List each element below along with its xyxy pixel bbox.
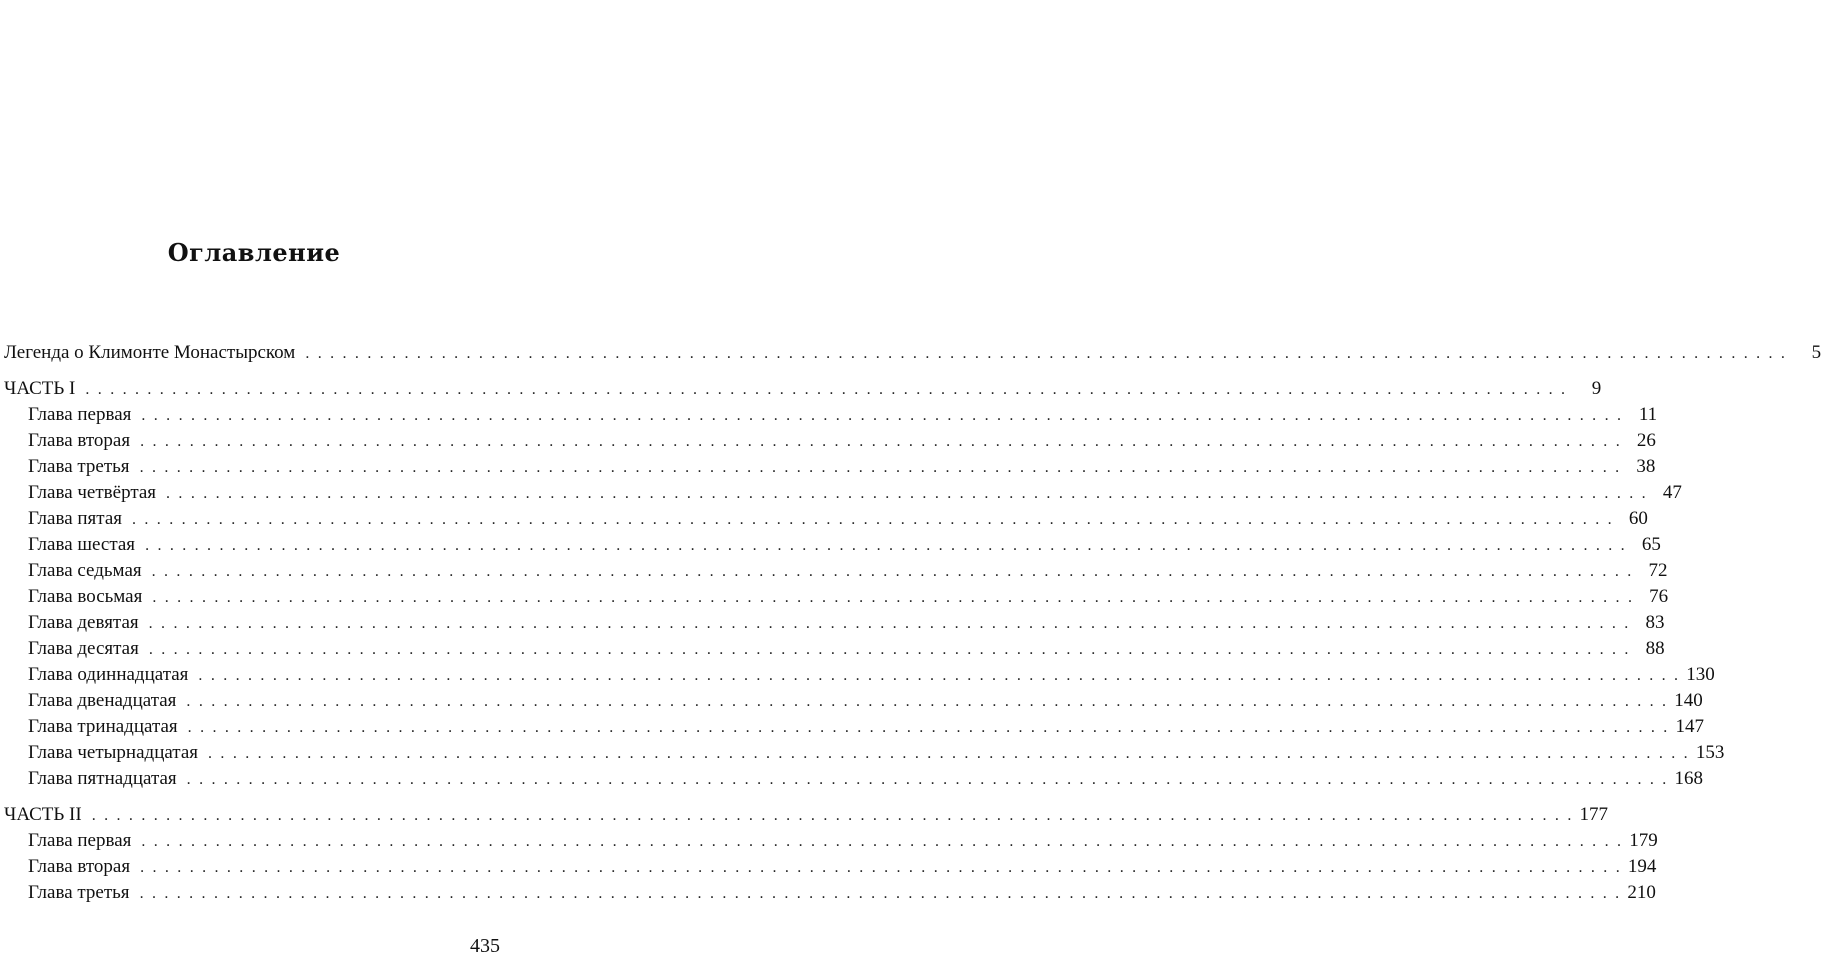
dot-leader: . . . . . . . . . . . . . . . . . . . . . . . . . . . . . . . . . . . . . . . . . . . . . . . . . . . . . . . . . . . . . . . . . . . . . . . . . . . . . . . . . . . . . . . . . . . . . . . . . . . . . . . . . . . . . . . . . . . . . . . . bbox=[208, 745, 1690, 762]
page-title: Оглавление bbox=[167, 238, 341, 267]
toc-chapter-row[interactable] bbox=[28, 402, 1658, 428]
dot-leader: . . . . . . . . . . . . . . . . . . . . . . . . . . . . . . . . . . . . . . . . . . . . . . . . . . . . . . . . . . . . . . . . . . . . . . . . . . . . . . . . . . . . . . . . . . . . . . . . . . . . . . . . . . . . . . . . . . . . . . . . bbox=[186, 771, 1669, 788]
toc-chapter-row[interactable] bbox=[28, 454, 1656, 480]
toc-entry-page: 130 bbox=[1686, 664, 1715, 685]
dot-leader: . . . . . . . . . . . . . . . . . . . . . . . . . . . . . . . . . . . . . . . . . . . . . . . . . . . . . . . . . . . . . . . . . . . . . . . . . . . . . . . . . . . . . . . . . . . . . . . . . . . . . . . . . . . . . . . . . . . . . . . . bbox=[139, 459, 1622, 476]
dot-leader: . . . . . . . . . . . . . . . . . . . . . . . . . . . . . . . . . . . . . . . . . . . . . . . . . . . . . . . . . . . . . . . . . . . . . . . . . . . . . . . . . . . . . . . . . . . . . . . . . . . . . . . . . . . . . . . . . . . . . . . . bbox=[152, 589, 1635, 606]
toc-entry-label: Глава тринадцатая bbox=[28, 716, 178, 737]
toc-entry-page: 5 bbox=[1811, 342, 1821, 363]
toc-entry-page: 26 bbox=[1636, 430, 1656, 451]
toc-entry-label: Глава девятая bbox=[28, 612, 139, 633]
toc-entry-page: 83 bbox=[1645, 612, 1665, 633]
dot-leader: . . . . . . . . . . . . . . . . . . . . . . . . . . . . . . . . . . . . . . . . . . . . . . . . . . . . . . . . . . . . . . . . . . . . . . . . . . . . . . . . . . . . . . . . . . . . . . . . . . . . . . . . . . . . . . . . . . . . . . . . bbox=[186, 693, 1669, 710]
toc-section-row[interactable] bbox=[4, 340, 1821, 366]
toc-entry-label: Глава четырнадцатая bbox=[28, 742, 199, 763]
toc-entry-label: Глава третья bbox=[28, 456, 130, 477]
toc-entry-page: 47 bbox=[1662, 482, 1682, 503]
toc-entry-label: Глава десятая bbox=[28, 638, 139, 659]
dot-leader: . . . . . . . . . . . . . . . . . . . . . . . . . . . . . . . . . . . . . . . . . . . . . . . . . . . . . . . . . . . . . . . . . . . . . . . . . . . . . . . . . . . . . . . . . . . . . . . . . . . . . . . . . . . . . . . . . . . . . . . . bbox=[141, 407, 1624, 424]
dot-leader: . . . . . . . . . . . . . . . . . . . . . . . . . . . . . . . . . . . . . . . . . . . . . . . . . . . . . . . . . . . . . . . . . . . . . . . . . . . . . . . . . . . . . . . . . . . . . . . . . . . . . . . . . . . . . . . . . . . . . . . . bbox=[166, 485, 1648, 502]
toc-entry-page: 147 bbox=[1675, 716, 1704, 737]
toc-entry-label: Глава пятая bbox=[28, 508, 122, 529]
toc-entry-label: Глава вторая bbox=[28, 856, 131, 877]
toc-entry-page: 168 bbox=[1674, 768, 1703, 789]
toc-entry-label: ЧАСТЬ I bbox=[4, 378, 76, 399]
toc-chapter-row[interactable] bbox=[28, 480, 1682, 506]
toc-chapter-row[interactable] bbox=[28, 662, 1715, 688]
toc-chapter-row[interactable] bbox=[28, 428, 1656, 454]
toc-entry-label: Глава восьмая bbox=[28, 586, 143, 607]
toc-entry-page: 210 bbox=[1627, 882, 1656, 903]
toc-chapter-row[interactable] bbox=[28, 636, 1665, 662]
toc-chapter-row[interactable] bbox=[28, 828, 1658, 854]
dot-leader: . . . . . . . . . . . . . . . . . . . . . . . . . . . . . . . . . . . . . . . . . . . . . . . . . . . . . . . . . . . . . . . . . . . . . . . . . . . . . . . . . . . . . . . . . . . . . . . . . . . . . . . . . . . . . . . . . . . . . . . . bbox=[148, 615, 1631, 632]
dot-leader: . . . . . . . . . . . . . . . . . . . . . . . . . . . . . . . . . . . . . . . . . . . . . . . . . . . . . . . . . . . . . . . . . . . . . . . . . . . . . . . . . . . . . . . . . . . . . . . . . . . . . . . . . . . . . . . . . . . . . . . . bbox=[198, 667, 1681, 684]
dot-leader: . . . . . . . . . . . . . . . . . . . . . . . . . . . . . . . . . . . . . . . . . . . . . . . . . . . . . . . . . . . . . . . . . . . . . . . . . . . . . . . . . . . . . . . . . . . . . . . . . . . . . . . . . . . . . . . . . . . . . . . . bbox=[145, 537, 1627, 554]
toc-entry-label: Глава первая bbox=[28, 830, 132, 851]
toc-chapter-row[interactable] bbox=[28, 714, 1704, 740]
dot-leader: . . . . . . . . . . . . . . . . . . . . . . . . . . . . . . . . . . . . . . . . . . . . . . . . . . . . . . . . . . . . . . . . . . . . . . . . . . . . . . . . . . . . . . . . . . . . . . . . . . . . . . . . . . . . . . . . . . . . . . . . bbox=[91, 807, 1574, 824]
dot-leader: . . . . . . . . . . . . . . . . . . . . . . . . . . . . . . . . . . . . . . . . . . . . . . . . . . . . . . . . . . . . . . . . . . . . . . . . . . . . . . . . . . . . . . . . . . . . . . . . . . . . . . . . . . . . . . . . . . . . . . . . bbox=[140, 859, 1622, 876]
toc-entry-page: 72 bbox=[1648, 560, 1668, 581]
toc-chapter-row[interactable] bbox=[28, 688, 1703, 714]
toc-entry-page: 88 bbox=[1645, 638, 1665, 659]
toc-entry-label: Глава одиннадцатая bbox=[28, 664, 189, 685]
dot-leader: . . . . . . . . . . . . . . . . . . . . . . . . . . . . . . . . . . . . . . . . . . . . . . . . . . . . . . . . . . . . . . . . . . . . . . . . . . . . . . . . . . . . . . . . . . . . . . . . . . . . . . . . . . . . . . . . . . . . . . . . bbox=[151, 563, 1634, 580]
toc-entry-label: ЧАСТЬ II bbox=[4, 804, 82, 825]
toc-entry-label: Глава первая bbox=[28, 404, 132, 425]
toc-section-row[interactable] bbox=[4, 376, 1602, 402]
dot-leader: . . . . . . . . . . . . . . . . . . . . . . . . . . . . . . . . . . . . . . . . . . . . . . . . . . . . . . . . . . . . . . . . . . . . . . . . . . . . . . . . . . . . . . . . . . . . . . . . . . . . . . . . . . . . . . . . . . . . . . . . bbox=[148, 641, 1631, 658]
toc-entry-page: 194 bbox=[1627, 856, 1657, 877]
dot-leader: . . . . . . . . . . . . . . . . . . . . . . . . . . . . . . . . . . . . . . . . . . . . . . . . . . . . . . . . . . . . . . . . . . . . . . . . . . . . . . . . . . . . . . . . . . . . . . . . . . . . . . . . . . . . . . . . . . . . . . . . bbox=[140, 433, 1622, 450]
toc-entry-page: 38 bbox=[1636, 456, 1656, 477]
toc-entry-label: Глава четвёртая bbox=[28, 482, 157, 503]
toc-chapter-row[interactable] bbox=[28, 610, 1665, 636]
toc-entry-page: 60 bbox=[1628, 508, 1648, 529]
toc-chapter-row[interactable] bbox=[28, 740, 1725, 766]
toc-entry-label: Глава двенадцатая bbox=[28, 690, 177, 711]
toc-entry-page: 65 bbox=[1641, 534, 1661, 555]
toc-entry-page: 9 bbox=[1591, 378, 1602, 399]
toc-entry-page: 11 bbox=[1638, 404, 1658, 425]
toc-entry-label: Глава седьмая bbox=[28, 560, 142, 581]
page-number: 435 bbox=[470, 935, 500, 957]
toc-chapter-row[interactable] bbox=[28, 880, 1656, 906]
toc-entry-page: 177 bbox=[1579, 804, 1609, 825]
toc-entry-label: Глава шестая bbox=[28, 534, 136, 555]
toc-entry-page: 153 bbox=[1695, 742, 1725, 763]
toc-chapter-row[interactable] bbox=[28, 506, 1648, 532]
toc-entry-label: Глава вторая bbox=[28, 430, 131, 451]
toc-entry-page: 140 bbox=[1674, 690, 1703, 711]
dot-leader: . . . . . . . . . . . . . . . . . . . . . . . . . . . . . . . . . . . . . . . . . . . . . . . . . . . . . . . . . . . . . . . . . . . . . . . . . . . . . . . . . . . . . . . . . . . . . . . . . . . . . . . . . . . . . . . . . . . . . . . . bbox=[141, 833, 1624, 850]
toc-entry-label: Легенда о Климонте Монастырском bbox=[4, 342, 296, 363]
toc-chapter-row[interactable] bbox=[28, 532, 1661, 558]
toc-entry-label: Глава пятнадцатая bbox=[28, 768, 177, 789]
dot-leader: . . . . . . . . . . . . . . . . . . . . . . . . . . . . . . . . . . . . . . . . . . . . . . . . . . . . . . . . . . . . . . . . . . . . . . . . . . . . . . . . . . . . . . . . . . . . . . . . . . . . . . . . . . . . . . . . . . . . . . . . bbox=[132, 511, 1614, 528]
dot-leader: . . . . . . . . . . . . . . . . . . . . . . . . . . . . . . . . . . . . . . . . . . . . . . . . . . . . . . . . . . . . . . . . . . . . . . . . . . . . . . . . . . . . . . . . . . . . . . . . . . . . . . . . . . . . . . . . . . . . . . . . bbox=[187, 719, 1670, 736]
toc-chapter-row[interactable] bbox=[28, 766, 1703, 792]
toc-entry-label: Глава третья bbox=[28, 882, 130, 903]
dot-leader: . . . . . . . . . . . . . . . . . . . . . . . . . . . . . . . . . . . . . . . . . . . . . . . . . . . . . . . . . . . . . . . . . . . . . . . . . . . . . . . . . . . . . . . . . . . . . . . . . . . . . . . . . . . . . . . . . . . . . . . . bbox=[305, 345, 1788, 362]
toc-entry-page: 76 bbox=[1649, 586, 1669, 607]
toc-section-row[interactable] bbox=[4, 802, 1609, 828]
toc-chapter-row[interactable] bbox=[28, 854, 1657, 880]
dot-leader: . . . . . . . . . . . . . . . . . . . . . . . . . . . . . . . . . . . . . . . . . . . . . . . . . . . . . . . . . . . . . . . . . . . . . . . . . . . . . . . . . . . . . . . . . . . . . . . . . . . . . . . . . . . . . . . . . . . . . . . . bbox=[85, 381, 1568, 398]
dot-leader: . . . . . . . . . . . . . . . . . . . . . . . . . . . . . . . . . . . . . . . . . . . . . . . . . . . . . . . . . . . . . . . . . . . . . . . . . . . . . . . . . . . . . . . . . . . . . . . . . . . . . . . . . . . . . . . . . . . . . . . . bbox=[139, 885, 1622, 902]
toc-chapter-row[interactable] bbox=[28, 558, 1668, 584]
toc-chapter-row[interactable] bbox=[28, 584, 1669, 610]
toc-entry-page: 179 bbox=[1629, 830, 1658, 851]
